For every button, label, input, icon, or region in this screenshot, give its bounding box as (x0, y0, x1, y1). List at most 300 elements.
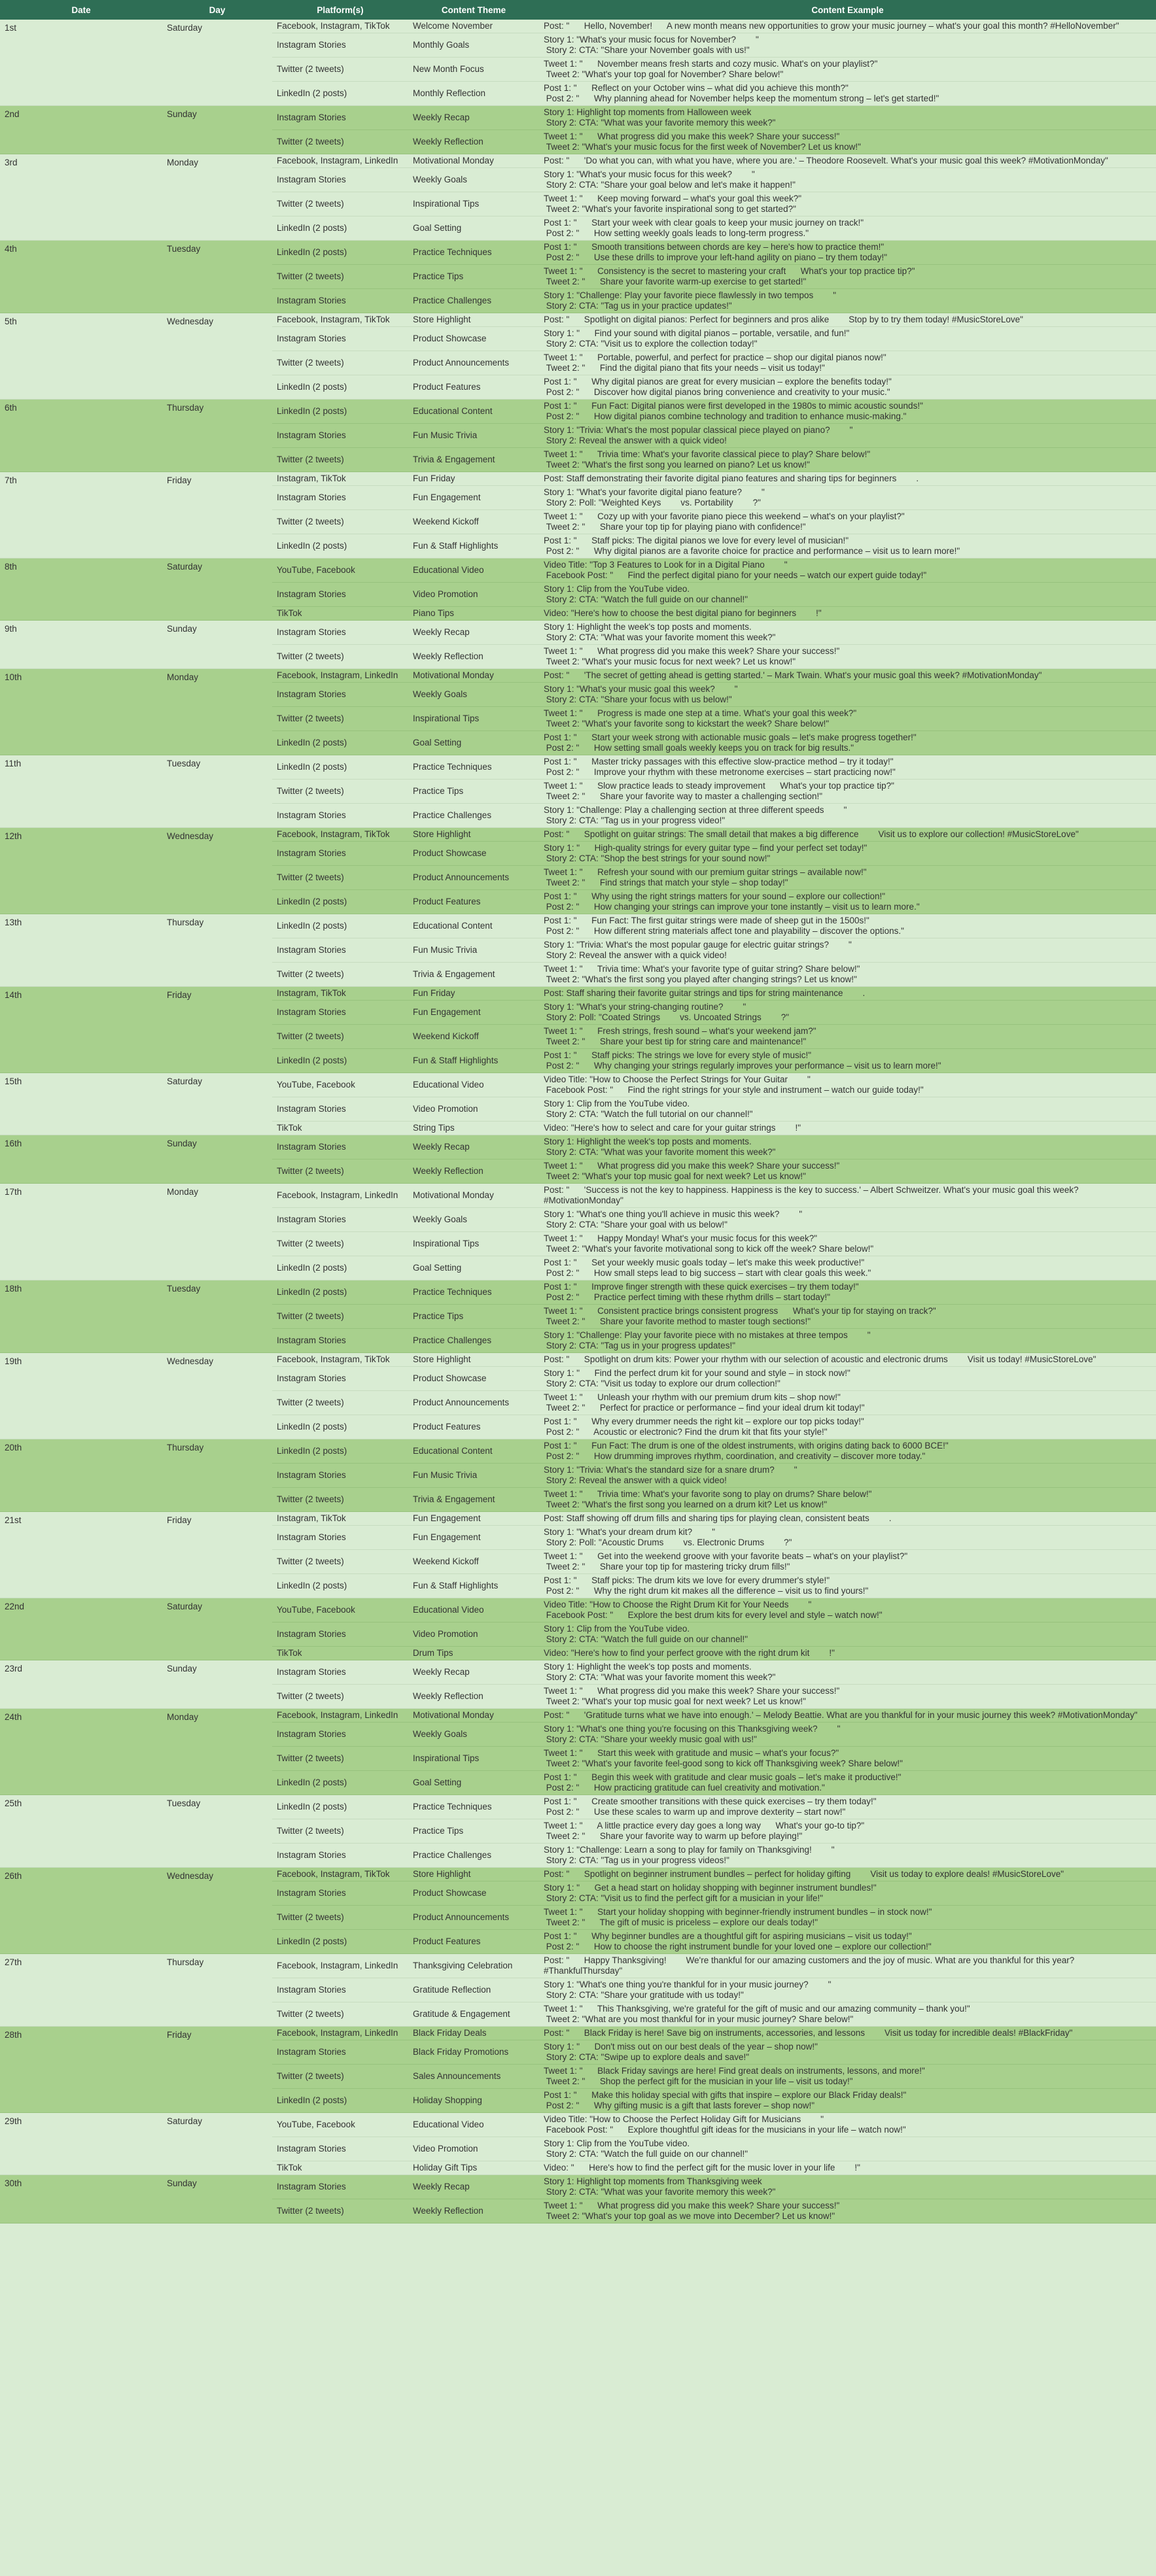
table-row (0, 106, 1156, 130)
day-cell: Friday (162, 1512, 272, 1598)
day-group (0, 20, 1156, 106)
content-example-cell: Video: "Here's how to select and care for your guitar strings !" (539, 1122, 1156, 1135)
header-platforms: Platform(s) (272, 0, 408, 20)
content-example-cell: Post 1: " Staff picks: The digital pianos we love for every level of musician!" Post 2: " Why digital pianos are a favorite choice for practice and performance – visit us to learn more!" (539, 534, 1156, 558)
table-row (0, 1709, 1156, 1723)
content-theme-cell: Product Showcase (408, 1367, 539, 1391)
platform-cell: Twitter (2 tweets) (272, 1159, 408, 1184)
content-theme-cell: Product Showcase (408, 1881, 539, 1906)
content-example-cell: Post: " Happy Thanksgiving! We're thankful for our amazing customers and the joy of music. What are you thankful for this year? #ThankfulThursday" (539, 1954, 1156, 1978)
content-theme-cell: Practice Tips (408, 265, 539, 289)
content-example-cell: Story 1: "What's one thing you'll achieve in music this week? " Story 2: CTA: "Share your goal with us below!" (539, 1208, 1156, 1232)
day-cell: Sunday (162, 106, 272, 154)
content-example-cell: Post 1: " Begin this week with gratitude and clear music goals – let's make it productive!" Post 2: " How practicing gratitude can fuel creativity and motivation." (539, 1771, 1156, 1795)
day-group (0, 558, 1156, 621)
day-cell: Sunday (162, 1135, 272, 1184)
table-row (0, 2027, 1156, 2040)
content-theme-cell: Product Announcements (408, 1906, 539, 1930)
platform-cell: LinkedIn (2 posts) (272, 216, 408, 241)
platform-cell: Facebook, Instagram, TikTok (272, 313, 408, 327)
content-example-cell: Video Title: "How to Choose the Perfect Strings for Your Guitar " Facebook Post: " Find the right strings for your style and instrument – watch our guide today!" (539, 1073, 1156, 1097)
content-example-cell: Post: " 'Do what you can, with what you have, where you are.' – Theodore Roosevelt. What's your music goal this week? #MotivationMonday" (539, 154, 1156, 168)
content-theme-cell: Weekly Reflection (408, 130, 539, 154)
table-row (0, 914, 1156, 938)
content-example-cell: Post 1: " Fun Fact: The drum is one of the oldest instruments, with origins dating back to 6000 BCE!" Post 2: " How drumming improves rhythm, coordination, and creativity – discover more today." (539, 1439, 1156, 1464)
platform-cell: Instagram Stories (272, 1844, 408, 1868)
content-example-cell: Story 1: "What's one thing you're focusing on this Thanksgiving week? " Story 2: CTA: "Share your weekly music goal with us!" (539, 1723, 1156, 1747)
day-cell: Monday (162, 154, 272, 241)
platform-cell: Instagram, TikTok (272, 987, 408, 1001)
content-example-cell: Post: " 'The secret of getting ahead is getting started.' – Mark Twain. What's your music goal this week? #MotivationMonday" (539, 669, 1156, 683)
content-example-cell: Tweet 1: " Start your holiday shopping with beginner-friendly instrument bundles – in stock now!" Tweet 2: " The gift of music is priceless – explore our deals today!" (539, 1906, 1156, 1930)
content-example-cell: Post 1: " Why using the right strings matters for your sound – explore our collection!" Post 2: " How changing your strings can improve your tone instantly – visit us to learn more." (539, 890, 1156, 914)
date-cell: 15th (0, 1073, 162, 1135)
date-cell: 5th (0, 313, 162, 400)
date-cell: 18th (0, 1280, 162, 1353)
content-theme-cell: Inspirational Tips (408, 707, 539, 731)
content-example-cell: Story 1: Clip from the YouTube video. Story 2: CTA: "Watch the full guide on our channel!" (539, 583, 1156, 607)
date-cell: 13th (0, 914, 162, 987)
day-group (0, 2175, 1156, 2224)
platform-cell: Instagram Stories (272, 2175, 408, 2199)
platform-cell: LinkedIn (2 posts) (272, 534, 408, 558)
table-row (0, 2113, 1156, 2137)
platform-cell: Twitter (2 tweets) (272, 2002, 408, 2027)
platform-cell: LinkedIn (2 posts) (272, 1795, 408, 1819)
table-row (0, 621, 1156, 645)
day-cell: Monday (162, 1184, 272, 1280)
content-example-cell: Video Title: "Top 3 Features to Look for in a Digital Piano " Facebook Post: " Find the perfect digital piano for your needs – watch our expert guide today!" (539, 558, 1156, 583)
content-example-cell: Story 1: "Challenge: Learn a song to play for family on Thanksgiving! " Story 2: CTA: "Tag us in your progress videos!" (539, 1844, 1156, 1868)
date-cell: 25th (0, 1795, 162, 1868)
header-day: Day (162, 0, 272, 20)
content-example-cell: Post 1: " Why beginner bundles are a thoughtful gift for aspiring musicians – visit us today!" Post 2: " How to choose the right instrument bundle for your loved one – explore our collection!" (539, 1930, 1156, 1954)
content-theme-cell: Video Promotion (408, 2137, 539, 2161)
content-example-cell: Post: " 'Gratitude turns what we have into enough.' – Melody Beattie. What are you thankful for in your music journey this week? #MotivationMonday" (539, 1709, 1156, 1723)
content-theme-cell: Practice Techniques (408, 1795, 539, 1819)
table-row (0, 1795, 1156, 1819)
platform-cell: Instagram Stories (272, 1464, 408, 1488)
platform-cell: Twitter (2 tweets) (272, 866, 408, 890)
day-group (0, 621, 1156, 669)
platform-cell: YouTube, Facebook (272, 2113, 408, 2137)
content-theme-cell: Goal Setting (408, 731, 539, 755)
platform-cell: Instagram Stories (272, 1623, 408, 1647)
platform-cell: Instagram Stories (272, 1097, 408, 1122)
platform-cell: Instagram Stories (272, 583, 408, 607)
content-example-cell: Story 1: "Challenge: Play a challenging section at three different speeds " Story 2: CTA: "Tag us in your progress video!" (539, 804, 1156, 828)
content-example-cell: Video Title: "How to Choose the Perfect Holiday Gift for Musicians " Facebook Post: " Explore thoughtful gift ideas for the musicians in your life – watch now!" (539, 2113, 1156, 2137)
content-example-cell: Post: " Spotlight on beginner instrument bundles – perfect for holiday gifting Visit us today to explore deals! #MusicStoreLove" (539, 1868, 1156, 1881)
platform-cell: LinkedIn (2 posts) (272, 1256, 408, 1280)
platform-cell: Instagram Stories (272, 168, 408, 192)
content-example-cell: Post: " Spotlight on drum kits: Power your rhythm with our selection of acoustic and electronic drums Visit us today! #MusicStoreLove" (539, 1353, 1156, 1367)
platform-cell: Twitter (2 tweets) (272, 2065, 408, 2089)
platform-cell: Twitter (2 tweets) (272, 1488, 408, 1512)
day-group (0, 914, 1156, 987)
platform-cell: LinkedIn (2 posts) (272, 914, 408, 938)
platform-cell: LinkedIn (2 posts) (272, 1439, 408, 1464)
content-example-cell: Tweet 1: " Keep moving forward – what's your goal this week?" Tweet 2: "What's your favorite inspirational song to get started?" (539, 192, 1156, 216)
day-group (0, 400, 1156, 472)
content-example-cell: Story 1: " Find your sound with digital pianos – portable, versatile, and fun!" Story 2: CTA: "Visit us to explore the collection today!" (539, 327, 1156, 351)
day-cell: Saturday (162, 2113, 272, 2175)
content-theme-cell: Thanksgiving Celebration (408, 1954, 539, 1978)
content-example-cell: Story 1: Clip from the YouTube video. Story 2: CTA: "Watch the full guide on our channel!" (539, 2137, 1156, 2161)
platform-cell: YouTube, Facebook (272, 1073, 408, 1097)
content-example-cell: Story 1: "What's one thing you're thankful for in your music journey? " Story 2: CTA: "Share your gratitude with us today!" (539, 1978, 1156, 2002)
date-cell: 16th (0, 1135, 162, 1184)
day-cell: Monday (162, 669, 272, 755)
platform-cell: Twitter (2 tweets) (272, 963, 408, 987)
day-cell: Friday (162, 2027, 272, 2113)
platform-cell: Twitter (2 tweets) (272, 192, 408, 216)
content-theme-cell: Drum Tips (408, 1647, 539, 1660)
content-example-cell: Tweet 1: " Portable, powerful, and perfect for practice – shop our digital pianos now!" Tweet 2: " Find the digital piano that fits your needs – visit us today!" (539, 351, 1156, 375)
content-example-cell: Tweet 1: " Progress is made one step at a time. What's your goal this week?" Tweet 2: "What's your favorite song to kickstart the week? Share below!" (539, 707, 1156, 731)
platform-cell: Twitter (2 tweets) (272, 1391, 408, 1415)
platform-cell: Twitter (2 tweets) (272, 130, 408, 154)
content-theme-cell: Fun & Staff Highlights (408, 1574, 539, 1598)
platform-cell: LinkedIn (2 posts) (272, 2089, 408, 2113)
header-content-example: Content Example (539, 0, 1156, 20)
content-theme-cell: Weekly Reflection (408, 2199, 539, 2224)
content-example-cell: Tweet 1: " What progress did you make this week? Share your success!" Tweet 2: "What's your music focus for next week? Let us know!" (539, 645, 1156, 669)
content-theme-cell: Motivational Monday (408, 669, 539, 683)
table-row (0, 1512, 1156, 1526)
day-cell: Saturday (162, 558, 272, 621)
content-theme-cell: Fun Friday (408, 472, 539, 486)
content-theme-cell: Store Highlight (408, 313, 539, 327)
platform-cell: Instagram Stories (272, 1135, 408, 1159)
content-theme-cell: Practice Techniques (408, 755, 539, 780)
content-example-cell: Tweet 1: " Black Friday savings are here! Find great deals on instruments, lessons, and more!" Tweet 2: " Shop the perfect gift for the musician in your life – visit us today!" (539, 2065, 1156, 2089)
platform-cell: Instagram Stories (272, 1208, 408, 1232)
content-example-cell: Post: " Black Friday is here! Save big on instruments, accessories, and lessons Visit us today for incredible deals! #BlackFriday" (539, 2027, 1156, 2040)
content-example-cell: Tweet 1: " Refresh your sound with our premium guitar strings – available now!" Tweet 2: " Find strings that match your style – shop today!" (539, 866, 1156, 890)
day-group (0, 154, 1156, 241)
content-theme-cell: Trivia & Engagement (408, 963, 539, 987)
platform-cell: Twitter (2 tweets) (272, 1232, 408, 1256)
content-example-cell: Tweet 1: " Trivia time: What's your favorite song to play on drums? Share below!" Tweet 2: "What's the first song you learned on a drum kit? Let us know!" (539, 1488, 1156, 1512)
date-cell: 3rd (0, 154, 162, 241)
day-cell: Wednesday (162, 1868, 272, 1954)
content-example-cell: Video Title: "How to Choose the Right Drum Kit for Your Needs " Facebook Post: " Explore the best drum kits for every level and style – watch now!" (539, 1598, 1156, 1623)
platform-cell: Twitter (2 tweets) (272, 510, 408, 534)
date-cell: 9th (0, 621, 162, 669)
platform-cell: Facebook, Instagram, LinkedIn (272, 1184, 408, 1208)
content-theme-cell: Product Features (408, 1415, 539, 1439)
content-theme-cell: Fun & Staff Highlights (408, 1049, 539, 1073)
content-theme-cell: Product Announcements (408, 866, 539, 890)
day-group (0, 1439, 1156, 1512)
content-theme-cell: Weekly Goals (408, 1208, 539, 1232)
content-theme-cell: Practice Challenges (408, 289, 539, 313)
content-theme-cell: Store Highlight (408, 1353, 539, 1367)
day-cell: Sunday (162, 1660, 272, 1709)
date-cell: 19th (0, 1353, 162, 1439)
content-example-cell: Tweet 1: " Fresh strings, fresh sound – what's your weekend jam?" Tweet 2: " Share your best tip for string care and maintenance!" (539, 1025, 1156, 1049)
content-theme-cell: Practice Tips (408, 780, 539, 804)
content-example-cell: Post: " Spotlight on digital pianos: Perfect for beginners and pros alike Stop by to try them today! #MusicStoreLove" (539, 313, 1156, 327)
platform-cell: Instagram Stories (272, 683, 408, 707)
platform-cell: Twitter (2 tweets) (272, 58, 408, 82)
day-group (0, 1512, 1156, 1598)
content-theme-cell: Practice Tips (408, 1305, 539, 1329)
date-cell: 22nd (0, 1598, 162, 1660)
content-theme-cell: Inspirational Tips (408, 192, 539, 216)
content-example-cell: Post 1: " Smooth transitions between chords are key – here's how to practice them!" Post 2: " Use these drills to improve your left-hand agility on piano – try them today!" (539, 241, 1156, 265)
day-group (0, 1868, 1156, 1954)
content-theme-cell: New Month Focus (408, 58, 539, 82)
platform-cell: Instagram, TikTok (272, 1512, 408, 1526)
date-cell: 6th (0, 400, 162, 472)
content-example-cell: Tweet 1: " A little practice every day goes a long way What's your go-to tip?" Tweet 2: " Share your favorite way to warm up before playing!" (539, 1819, 1156, 1844)
content-example-cell: Post 1: " Fun Fact: Digital pianos were first developed in the 1980s to mimic acoustic sounds!" Post 2: " How digital pianos combine technology and tradition to enhance music-making." (539, 400, 1156, 424)
content-theme-cell: Weekend Kickoff (408, 1025, 539, 1049)
platform-cell: Facebook, Instagram, LinkedIn (272, 154, 408, 168)
date-cell: 4th (0, 241, 162, 313)
day-cell: Wednesday (162, 828, 272, 914)
content-example-cell: Post 1: " Improve finger strength with these quick exercises – try them today!" Post 2: " Practice perfect timing with these rhythm drills – start today!" (539, 1280, 1156, 1305)
date-cell: 1st (0, 20, 162, 106)
platform-cell: TikTok (272, 2161, 408, 2175)
content-theme-cell: Inspirational Tips (408, 1747, 539, 1771)
table-row (0, 755, 1156, 780)
content-example-cell: Story 1: "What's your favorite digital piano feature? " Story 2: Poll: "Weighted Keys vs. Portability ?" (539, 486, 1156, 510)
day-cell: Saturday (162, 1598, 272, 1660)
platform-cell: Twitter (2 tweets) (272, 645, 408, 669)
platform-cell: Facebook, Instagram, TikTok (272, 20, 408, 33)
platform-cell: TikTok (272, 607, 408, 621)
content-example-cell: Post 1: " Staff picks: The drum kits we love for every drummer's style!" Post 2: " Why the right drum kit makes all the difference – visit us to find yours!" (539, 1574, 1156, 1598)
content-theme-cell: Monthly Goals (408, 33, 539, 58)
content-theme-cell: Piano Tips (408, 607, 539, 621)
content-example-cell: Story 1: "Trivia: What's the most popular gauge for electric guitar strings? " Story 2: Reveal the answer with a quick video! (539, 938, 1156, 963)
day-cell: Wednesday (162, 1353, 272, 1439)
content-example-cell: Story 1: "What's your music focus for this week? " Story 2: CTA: "Share your goal below and let's make it happen!" (539, 168, 1156, 192)
content-theme-cell: Gratitude & Engagement (408, 2002, 539, 2027)
day-group (0, 1353, 1156, 1439)
content-example-cell: Story 1: "What's your dream drum kit? " Story 2: Poll: "Acoustic Drums vs. Electronic Drums ?" (539, 1526, 1156, 1550)
content-theme-cell: Product Announcements (408, 1391, 539, 1415)
content-example-cell: Tweet 1: " What progress did you make this week? Share your success!" Tweet 2: "What's your music focus for the first week of November? Let us know!" (539, 130, 1156, 154)
content-example-cell: Story 1: " Don't miss out on our best deals of the year – shop now!" Story 2: CTA: "Swipe up to explore deals and save!" (539, 2040, 1156, 2065)
day-group (0, 1795, 1156, 1868)
table-row (0, 828, 1156, 842)
table-row (0, 558, 1156, 583)
content-theme-cell: Practice Challenges (408, 1844, 539, 1868)
table-row (0, 1439, 1156, 1464)
day-group (0, 2113, 1156, 2175)
content-example-cell: Story 1: " Find the perfect drum kit for your sound and style – in stock now!" Story 2: CTA: "Visit us today to explore our drum collection!" (539, 1367, 1156, 1391)
platform-cell: Instagram Stories (272, 938, 408, 963)
platform-cell: Twitter (2 tweets) (272, 1906, 408, 1930)
content-theme-cell: Video Promotion (408, 1097, 539, 1122)
table-row (0, 20, 1156, 33)
content-theme-cell: Practice Techniques (408, 241, 539, 265)
platform-cell: LinkedIn (2 posts) (272, 1415, 408, 1439)
platform-cell: Facebook, Instagram, LinkedIn (272, 1709, 408, 1723)
day-group (0, 1135, 1156, 1184)
content-example-cell: Tweet 1: " Consistent practice brings consistent progress What's your tip for staying on track?" Tweet 2: " Share your favorite method to master tough sections!" (539, 1305, 1156, 1329)
header-content-theme: Content Theme (408, 0, 539, 20)
day-cell: Tuesday (162, 1280, 272, 1353)
table-row (0, 1868, 1156, 1881)
date-cell: 24th (0, 1709, 162, 1795)
content-example-cell: Story 1: " Get a head start on holiday shopping with beginner instrument bundles!" Story 2: CTA: "Visit us to find the perfect gift for a musician in your life!" (539, 1881, 1156, 1906)
platform-cell: TikTok (272, 1122, 408, 1135)
date-cell: 30th (0, 2175, 162, 2224)
table-row (0, 241, 1156, 265)
platform-cell: Instagram Stories (272, 486, 408, 510)
content-theme-cell: Weekly Goals (408, 168, 539, 192)
day-cell: Wednesday (162, 313, 272, 400)
day-cell: Friday (162, 472, 272, 558)
content-example-cell: Story 1: "Challenge: Play your favorite piece with no mistakes at three tempos " Story 2: CTA: "Tag us in your progress updates!" (539, 1329, 1156, 1353)
content-theme-cell: Motivational Monday (408, 1184, 539, 1208)
content-theme-cell: Motivational Monday (408, 1709, 539, 1723)
content-theme-cell: Weekend Kickoff (408, 510, 539, 534)
day-cell: Thursday (162, 914, 272, 987)
platform-cell: Instagram Stories (272, 1001, 408, 1025)
day-cell: Tuesday (162, 755, 272, 828)
content-theme-cell: Product Showcase (408, 327, 539, 351)
day-group (0, 1184, 1156, 1280)
content-theme-cell: Product Announcements (408, 351, 539, 375)
platform-cell: Instagram Stories (272, 2137, 408, 2161)
table-row (0, 2175, 1156, 2199)
day-cell: Thursday (162, 1439, 272, 1512)
content-example-cell: Post 1: " Why every drummer needs the right kit – explore our top picks today!" Post 2: " Acoustic or electronic? Find the drum kit that fits your style!" (539, 1415, 1156, 1439)
platform-cell: LinkedIn (2 posts) (272, 82, 408, 106)
platform-cell: Twitter (2 tweets) (272, 780, 408, 804)
content-theme-cell: Practice Challenges (408, 804, 539, 828)
day-group (0, 1280, 1156, 1353)
content-theme-cell: Video Promotion (408, 1623, 539, 1647)
date-cell: 10th (0, 669, 162, 755)
content-theme-cell: Inspirational Tips (408, 1232, 539, 1256)
content-example-cell: Tweet 1: " Trivia time: What's your favorite type of guitar string? Share below!" Tweet 2: "What's the first song you played after changing strings? Let us know!" (539, 963, 1156, 987)
day-cell: Tuesday (162, 241, 272, 313)
content-theme-cell: Weekend Kickoff (408, 1550, 539, 1574)
content-theme-cell: Welcome November (408, 20, 539, 33)
content-theme-cell: Product Features (408, 1930, 539, 1954)
content-theme-cell: Fun Music Trivia (408, 424, 539, 448)
content-example-cell: Post: " Hello, November! A new month means new opportunities to grow your music journey – what's your goal this month? #HelloNovember" (539, 20, 1156, 33)
platform-cell: Facebook, Instagram, TikTok (272, 1868, 408, 1881)
content-example-cell: Story 1: Clip from the YouTube video. Story 2: CTA: "Watch the full tutorial on our channel!" (539, 1097, 1156, 1122)
content-example-cell: Tweet 1: " What progress did you make this week? Share your success!" Tweet 2: "What's your top music goal for next week? Let us know!" (539, 1685, 1156, 1709)
platform-cell: LinkedIn (2 posts) (272, 1574, 408, 1598)
content-example-cell: Post 1: " Make this holiday special with gifts that inspire – explore our Black Friday deals!" Post 2: " Why gifting music is a gift that lasts forever – shop now!" (539, 2089, 1156, 2113)
platform-cell: Instagram Stories (272, 804, 408, 828)
content-theme-cell: Video Promotion (408, 583, 539, 607)
platform-cell: Instagram Stories (272, 289, 408, 313)
content-theme-cell: Black Friday Promotions (408, 2040, 539, 2065)
content-example-cell: Story 1: "What's your music goal this week? " Story 2: CTA: "Share your focus with us below!" (539, 683, 1156, 707)
content-example-cell: Tweet 1: " Happy Monday! What's your music focus for this week?" Tweet 2: "What's your favorite motivational song to kick off the week? Share below!" (539, 1232, 1156, 1256)
date-cell: 7th (0, 472, 162, 558)
platform-cell: Twitter (2 tweets) (272, 1747, 408, 1771)
content-example-cell: Post: Staff showing off drum fills and sharing tips for playing clean, consistent beats . (539, 1512, 1156, 1526)
content-theme-cell: Holiday Gift Tips (408, 2161, 539, 2175)
day-cell: Saturday (162, 1073, 272, 1135)
platform-cell: LinkedIn (2 posts) (272, 890, 408, 914)
day-group (0, 241, 1156, 313)
platform-cell: Twitter (2 tweets) (272, 448, 408, 472)
platform-cell: Instagram, TikTok (272, 472, 408, 486)
content-example-cell: Post: Staff sharing their favorite guitar strings and tips for string maintenance . (539, 987, 1156, 1001)
content-theme-cell: Gratitude Reflection (408, 1978, 539, 2002)
content-example-cell: Post 1: " Create smoother transitions with these quick exercises – try them today!" Post 2: " Use these scales to warm up and improve dexterity – start now!" (539, 1795, 1156, 1819)
content-example-cell: Tweet 1: " What progress did you make this week? Share your success!" Tweet 2: "What's your top goal as we move into December? Let us know!" (539, 2199, 1156, 2224)
content-theme-cell: Holiday Shopping (408, 2089, 539, 2113)
content-theme-cell: Product Showcase (408, 842, 539, 866)
platform-cell: Instagram Stories (272, 1723, 408, 1747)
date-cell: 23rd (0, 1660, 162, 1709)
content-theme-cell: Fun Engagement (408, 1512, 539, 1526)
date-cell: 2nd (0, 106, 162, 154)
platform-cell: Instagram Stories (272, 1881, 408, 1906)
platform-cell: LinkedIn (2 posts) (272, 1930, 408, 1954)
platform-cell: Twitter (2 tweets) (272, 265, 408, 289)
content-theme-cell: Product Features (408, 375, 539, 400)
platform-cell: Twitter (2 tweets) (272, 1685, 408, 1709)
platform-cell: LinkedIn (2 posts) (272, 1049, 408, 1073)
platform-cell: Twitter (2 tweets) (272, 2199, 408, 2224)
platform-cell: YouTube, Facebook (272, 1598, 408, 1623)
content-example-cell: Story 1: Clip from the YouTube video. Story 2: CTA: "Watch the full guide on our channel!" (539, 1623, 1156, 1647)
content-theme-cell: Fun Friday (408, 987, 539, 1001)
content-theme-cell: Weekly Goals (408, 683, 539, 707)
content-theme-cell: Fun Music Trivia (408, 1464, 539, 1488)
day-group (0, 755, 1156, 828)
content-theme-cell: Fun & Staff Highlights (408, 534, 539, 558)
platform-cell: Instagram Stories (272, 424, 408, 448)
day-cell: Sunday (162, 621, 272, 669)
content-example-cell: Video: "Here's how to choose the best digital piano for beginners !" (539, 607, 1156, 621)
content-example-cell: Tweet 1: " Cozy up with your favorite piano piece this weekend – what's on your playlist?" Tweet 2: " Share your top tip for playing piano with confidence!" (539, 510, 1156, 534)
platform-cell: Instagram Stories (272, 1367, 408, 1391)
day-group (0, 669, 1156, 755)
platform-cell: Instagram Stories (272, 1978, 408, 2002)
content-theme-cell: Weekly Recap (408, 621, 539, 645)
content-example-cell: Tweet 1: " Consistency is the secret to mastering your craft What's your top practice tip?" Tweet 2: " Share your favorite warm-up exercise to get started!" (539, 265, 1156, 289)
content-theme-cell: Weekly Recap (408, 2175, 539, 2199)
content-example-cell: Post 1: " Why digital pianos are great for every musician – explore the benefits today!" Post 2: " Discover how digital pianos bring convenience and creativity to your music." (539, 375, 1156, 400)
content-theme-cell: Educational Content (408, 914, 539, 938)
content-theme-cell: Weekly Recap (408, 1660, 539, 1685)
content-theme-cell: Black Friday Deals (408, 2027, 539, 2040)
table-row (0, 1660, 1156, 1685)
content-theme-cell: Practice Tips (408, 1819, 539, 1844)
content-theme-cell: Educational Video (408, 2113, 539, 2137)
content-theme-cell: Weekly Reflection (408, 1685, 539, 1709)
table-row (0, 472, 1156, 486)
platform-cell: Twitter (2 tweets) (272, 1550, 408, 1574)
platform-cell: LinkedIn (2 posts) (272, 375, 408, 400)
day-group (0, 1073, 1156, 1135)
table-row (0, 154, 1156, 168)
platform-cell: Instagram Stories (272, 1526, 408, 1550)
content-theme-cell: Educational Video (408, 1073, 539, 1097)
content-example-cell: Tweet 1: " Start this week with gratitude and music – what's your focus?" Tweet 2: "What's your favorite feel-good song to kick off Thanksgiving week? Share below!" (539, 1747, 1156, 1771)
date-cell: 8th (0, 558, 162, 621)
day-cell: Friday (162, 987, 272, 1073)
platform-cell: Instagram Stories (272, 2040, 408, 2065)
content-example-cell: Story 1: Highlight top moments from Thanksgiving week Story 2: CTA: "What was your favorite memory this week?" (539, 2175, 1156, 2199)
